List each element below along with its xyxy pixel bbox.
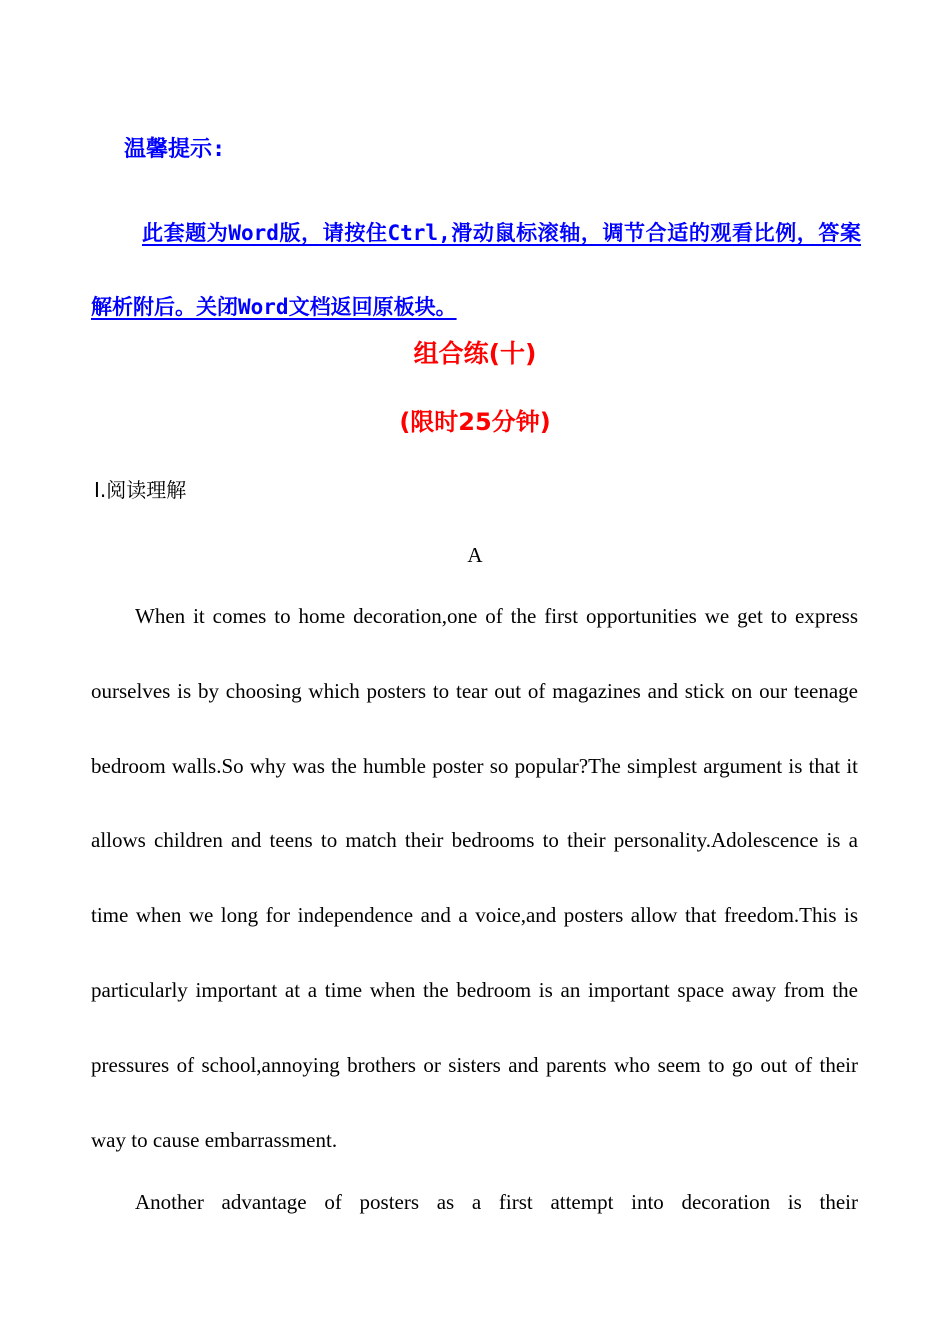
notice-body: [91, 196, 861, 344]
exercise-time-limit: (限时25分钟): [399, 408, 551, 436]
exercise-title: 组合练(十): [413, 339, 537, 368]
passage-label: A: [467, 543, 483, 567]
passage-paragraph-1: When it comes to home decoration,one of the first opportunities we get to express ourselves is by choosing which posters to tear out of magazines and stick on our teenage bedroom walls.So why was the humble poster so popular?The simplest argument is that it allows children and teens to match their bedrooms to their personality.Adolescence is a time when we long for independence and a voice,and posters allow that freedom.This is particularly important at a time when the bedroom is an important space away from the pressures of school,annoying brothers or sisters and parents who seem to go out of their way to cause embarrassment.: [91, 604, 858, 1152]
notice-link[interactable]: 此套题为Word版，请按住Ctrl,滑动鼠标滚轴，调节合适的观看比例，答案解析附后。关闭Word文档返回原板块。: [91, 221, 861, 319]
notice-title: 温馨提示:: [124, 137, 226, 162]
section-heading: Ⅰ.阅读理解: [94, 478, 187, 502]
passage-paragraph-2: Another advantage of posters as a first attempt into decoration is their: [135, 1190, 858, 1214]
